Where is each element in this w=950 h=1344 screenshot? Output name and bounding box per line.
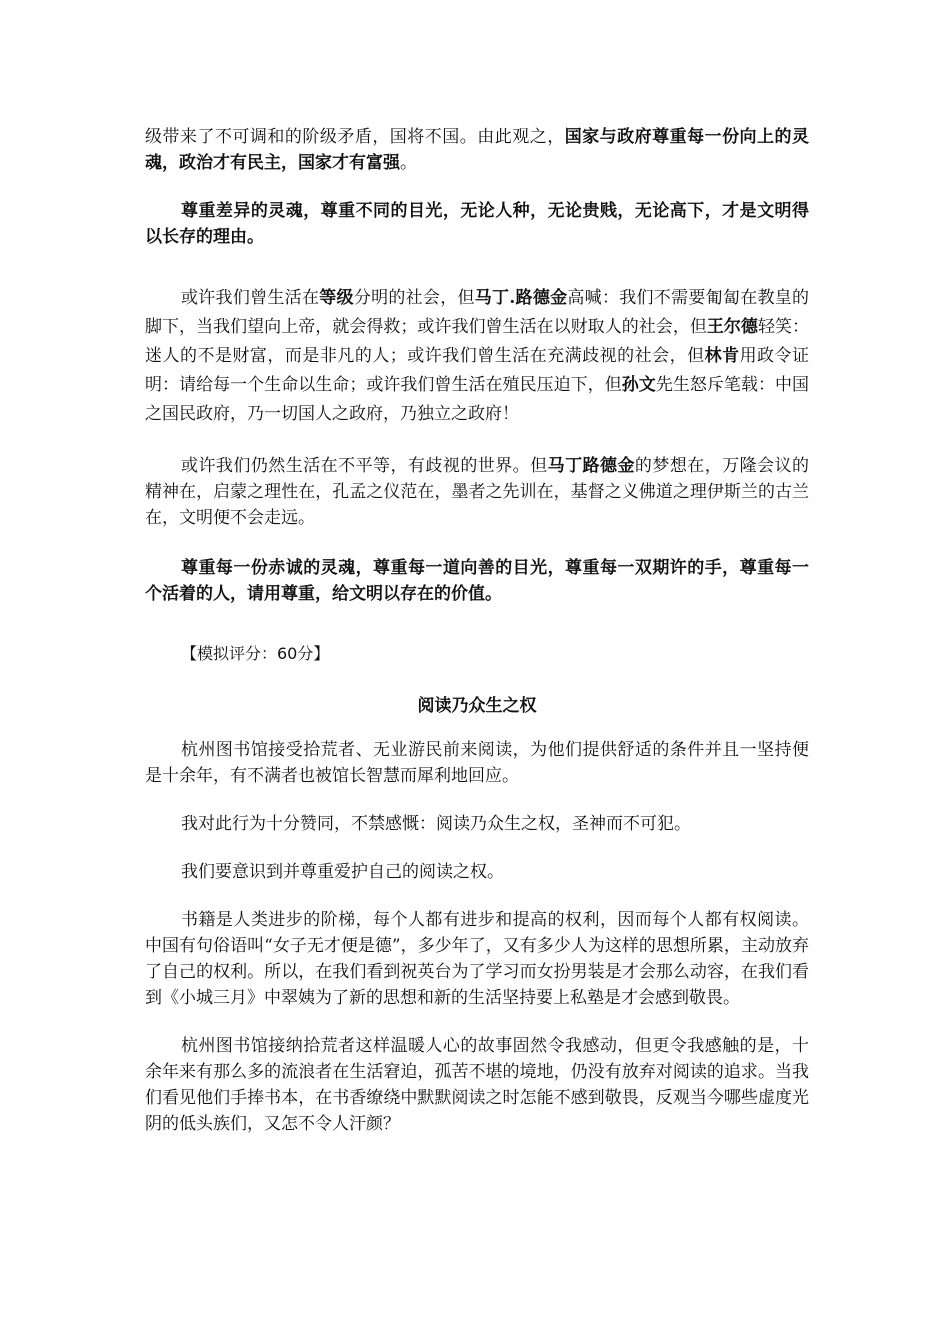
paragraph-5 — [145, 555, 809, 607]
p3-text-1: 或许我们曾生活在 — [181, 288, 320, 308]
p1-text: 级带来了不可调和的阶级矛盾，国将不国。由此观之， — [145, 127, 565, 147]
p3-text-5: 用政令证明：请给每一个生命以生命；或许我们曾生活在殖民压迫下，但 — [145, 346, 810, 395]
essay-paragraph: 我对此行为十分赞同，不禁感慨：阅读乃众生之权，圣神而不可犯。 — [181, 814, 691, 834]
p3-bold-3: 王尔德 — [706, 317, 758, 337]
p1-bold: 国家与政府尊重每一份向上的灵魂，政治才有民主，国家才有富强 — [145, 127, 810, 173]
score-label: 【模拟评分：60分】 — [181, 644, 330, 663]
p3-text-2: 分明的社会，但 — [353, 288, 475, 308]
p3-bold-4: 林肯 — [704, 346, 740, 366]
p1-end: 。 — [400, 153, 417, 173]
p2-bold: 尊重差异的灵魂，尊重不同的目光，无论人种，无论贵贱，无论高下，才是文明得以长存的理由。 — [145, 201, 809, 247]
paragraph-4 — [145, 453, 809, 531]
essay-paragraph: 杭州图书馆接纳拾荒者这样温暖人心的故事固然令我感动，但更令我感触的是，十余年来有那么多的流浪者在生活窘迫，孤苦不堪的境地，仍没有放弃对阅读的追求。当我们看见他们手捧书本，在书香缭绕中默默阅读之时怎能不感到敬畏，反观当今哪些虚度光阴的低头族们，又怎不令人汗颜？ — [145, 1036, 809, 1134]
p5-bold: 尊重每一份赤诚的灵魂，尊重每一道向善的目光，尊重每一双期许的手，尊重每一个活着的人，请用尊重，给文明以存在的价值。 — [145, 558, 809, 604]
p3-text-6: 先生怒斥笔载：中国之国民政府，乃一切国人之政府，乃独立之政府！ — [145, 375, 810, 424]
paragraph-2 — [145, 198, 809, 250]
essay-paragraph: 我们要意识到并尊重爱护自己的阅读之权。 — [181, 862, 504, 882]
p4-text-2: 的梦想在，万隆会议的精神在，启蒙之理性在，孔孟之仪范在，墨者之先训在，基督之义佛道之理伊斯兰的古兰在，文明便不会走远。 — [145, 456, 810, 528]
essay-paragraph: 书籍是人类进步的阶梯，每个人都有进步和提高的权利，因而每个人都有权阅读。中国有句俗语叫“女子无才便是德”，多少年了，又有多少人为这样的思想所累，主动放弃了自己的权利。所以，在我们看到祝英台为了学习而女扮男装是才会那么动容，在我们看到《小城三月》中翠姨为了新的思想和新的生活坚持要上私塾是才会感到敬畏。 — [145, 910, 809, 1008]
p3-text-4: 轻笑：迷人的不是财富，而是非凡的人；或许我们曾生活在充满歧视的社会，但 — [145, 317, 810, 366]
paragraph-1 — [145, 124, 809, 176]
p3-bold-1: 等级 — [319, 288, 354, 308]
p3-bold-5: 孙文 — [621, 375, 656, 395]
paragraph-3 — [145, 284, 809, 429]
p3-bold-2: 马丁.路德金 — [474, 288, 568, 308]
essay-paragraph: 杭州图书馆接受拾荒者、无业游民前来阅读，为他们提供舒适的条件并且一坚持便是十余年，有不满者也被馆长智慧而犀利地回应。 — [145, 740, 809, 786]
p4-bold: 马丁路德金 — [547, 456, 635, 476]
document-page — [145, 124, 809, 1137]
p3-text-3: 高喊：我们不需要匍匐在教皇的脚下，当我们望向上帝，就会得救；或许我们曾生活在以财取人的社会，但 — [145, 288, 810, 337]
essay-title: 阅读乃众生之权 — [417, 696, 537, 716]
p4-text-1: 或许我们仍然生活在不平等，有歧视的世界。但 — [181, 456, 548, 476]
